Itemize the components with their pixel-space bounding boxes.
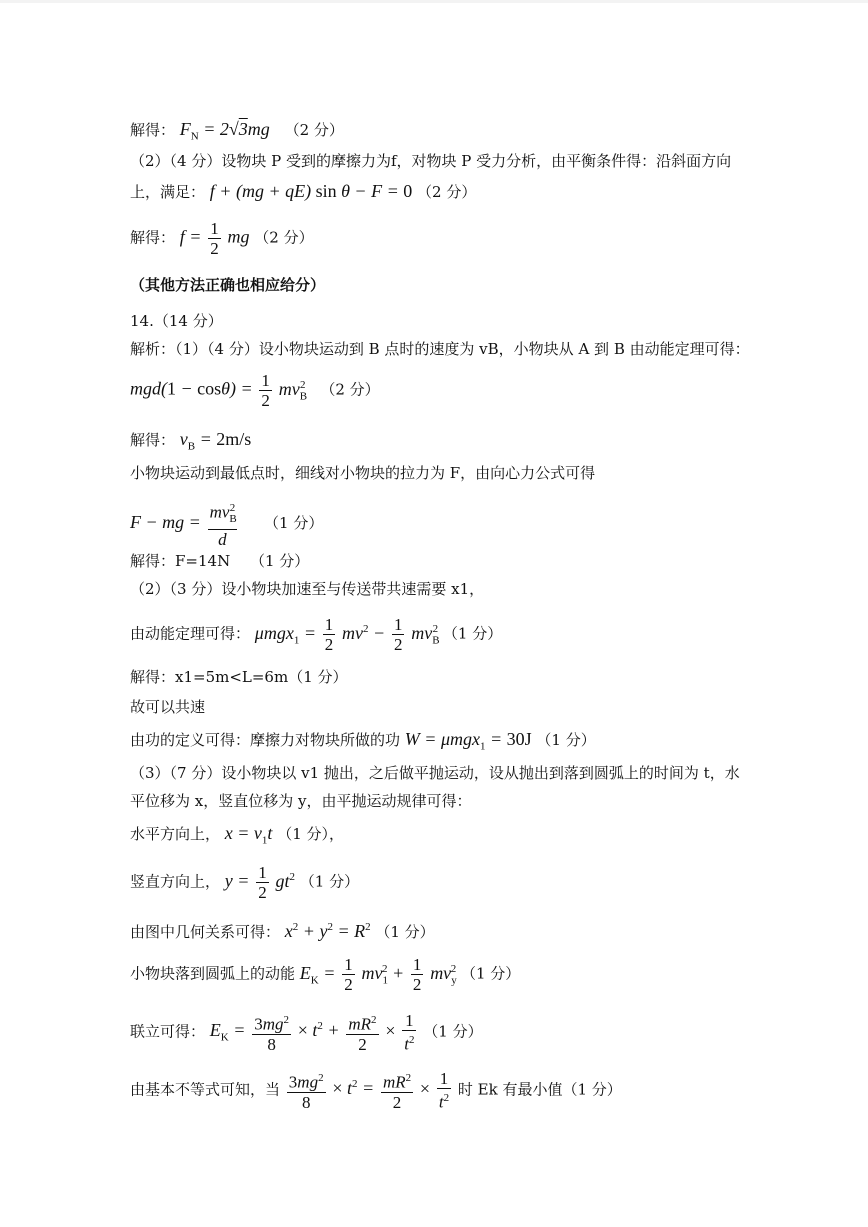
line-combined: 联立可得： $E_K$ = $\frac{3mg^2}{8}$ × $t^2$ + $\frac{mR^2}{2}$ × $\frac{1}{t^2}$ （1 分） bbox=[130, 1011, 483, 1054]
formula-inequality: × $t^2$ = bbox=[332, 1078, 375, 1099]
line-balance: 上，满足： f + (mg + qE) sin θ − F = 0 （2 分） bbox=[130, 181, 477, 201]
line-geometry: 由图中几何关系可得： $x^2 + y^2 = R^2$ （1 分） bbox=[130, 921, 435, 941]
line-solve-vb: 解得： $v_B = 2m/s$ bbox=[130, 429, 252, 453]
formula-work: W = μmgx$_1$ = 30J bbox=[404, 729, 532, 753]
line-part2-q14: （2）（3 分）设小物块加速至与传送带共速需要 x1， bbox=[130, 580, 485, 598]
formula-vertical: y = bbox=[224, 870, 250, 891]
line-solve-x1: 解得：x1=5m<L=6m（1 分） bbox=[130, 668, 348, 686]
line-solve-fn: 解得： $F_N = 2√3mg$ （2 分） bbox=[130, 119, 344, 143]
line-other-methods: （其他方法正确也相应给分） bbox=[130, 276, 326, 294]
formula-combined: $E_K$ = bbox=[209, 1020, 246, 1044]
line-lowest-point: 小物块运动到最低点时，细线对小物块的拉力为 F，由向心力公式可得 bbox=[130, 464, 596, 482]
line-solve-F: 解得：F=14N （1 分） bbox=[130, 552, 310, 570]
formula-energy: mgd(1 − cosθ) = bbox=[130, 378, 253, 399]
line-energy-eq: mgd(1 − cosθ) = $\frac{1}{2}$ $mv_B^2$ （2 分） bbox=[130, 371, 380, 410]
line-vertical: 竖直方向上， y = $\frac{1}{2}$ $gt^2$ （1 分） bbox=[130, 863, 360, 902]
line-common-speed: 故可以共速 bbox=[130, 698, 206, 716]
formula-kinetic: $E_K$ = bbox=[299, 962, 336, 987]
line-horizontal: 水平方向上， $x = v_1t$ （1 分）， bbox=[130, 823, 345, 847]
formula-geometry: $x^2 + y^2 = R^2$ bbox=[284, 921, 371, 941]
formula-vb: $v_B = 2m/s$ bbox=[179, 429, 252, 453]
formula-balance: f + (mg + qE) sin θ − F = 0 bbox=[209, 181, 413, 201]
line-part1-intro: 解析：（1）（4 分）设小物块运动到 B 点时的速度为 vB，小物块从 A 到 B 由动能定理可得： bbox=[130, 340, 750, 358]
formula-horizontal: $x = v_1t$ bbox=[224, 823, 273, 847]
formula-work-energy: μmgx$_1$ = bbox=[254, 622, 316, 647]
line-part3-cont: 平位移为 x，竖直位移为 y，由平抛运动规律可得： bbox=[130, 792, 472, 810]
line-work-def: 由功的定义可得：摩擦力对物块所做的功 W = μmgx$_1$ = 30J （1 分） bbox=[130, 729, 596, 753]
formula-fn: $F_N = 2√3mg$ bbox=[179, 119, 270, 143]
line-inequality: 由基本不等式可知，当 $\frac{3mg^2}{8}$ × $t^2$ = $\frac{mR^2}{2}$ × $\frac{1}{t^2}$ 时 Ek 有最小值（1 分） bbox=[130, 1069, 622, 1112]
line-question-14: 14.（14 分） bbox=[130, 312, 223, 330]
line-work-energy: 由动能定理可得： μmgx$_1$ = $\frac{1}{2}$ $mv^2$ − $\frac{1}{2}$ $mv_B^2$ （1 分） bbox=[130, 615, 503, 654]
line-centripetal-eq: F − mg = $\frac{mv_B^2}{d}$ （1 分） bbox=[130, 499, 323, 549]
line-part2-intro: （2）（4 分）设物块 P 受到的摩擦力为f，对物块 P 受力分析，由平衡条件得：沿斜面方向 bbox=[130, 152, 732, 170]
formula-centripetal: F − mg = bbox=[130, 512, 201, 533]
line-kinetic-energy: 小物块落到圆弧上的动能 $E_K$ = $\frac{1}{2}$ $mv_1^2$ + $\frac{1}{2}$ $mv_y^2$ （1 分） bbox=[130, 955, 521, 994]
line-part3-intro: （3）（7 分）设小物块以 v1 抛出，之后做平抛运动，设从抛出到落到圆弧上的时间为 t，水 bbox=[130, 764, 740, 782]
formula-f: f = bbox=[179, 226, 202, 247]
line-solve-f: 解得： f = $\frac{1}{2}$ mg （2 分） bbox=[130, 219, 314, 258]
fraction-half: $\frac{1}{2}$ bbox=[210, 219, 219, 258]
